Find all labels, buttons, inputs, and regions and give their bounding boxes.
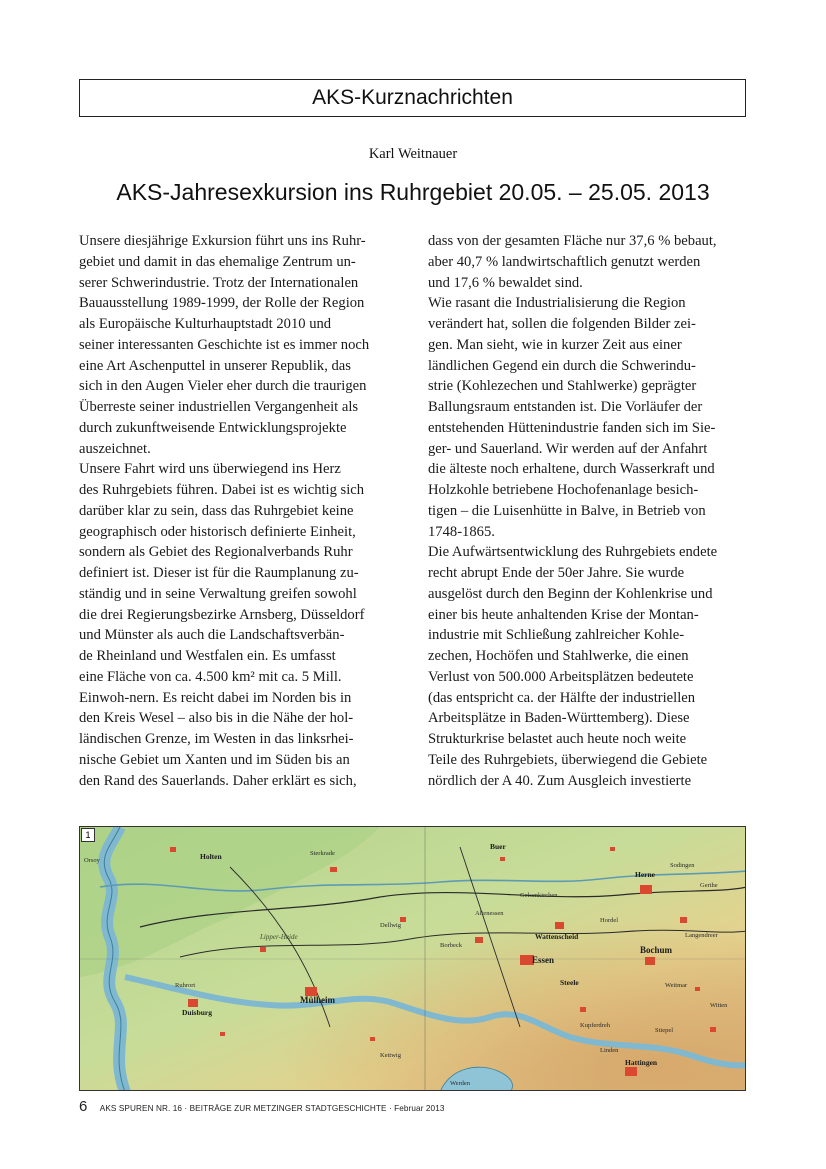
text-line: serer Schwerindustrie. Trotz der Internationalen <box>79 274 359 291</box>
place-bochum: Bochum <box>640 945 673 955</box>
text-line: sondern als Gebiet des Regionalverbands Ruhr <box>79 544 353 561</box>
text-line: zechen, Hochöfen und Stahlwerke, die einen <box>428 648 689 664</box>
place-steele: Steele <box>560 978 579 987</box>
historic-map-figure <box>79 826 746 1091</box>
place-duisburg: Duisburg <box>182 1008 213 1017</box>
text-line: ständig und in seine Verwaltung greifen sowohl <box>79 585 357 602</box>
place-stiepel: Stiepel <box>655 1027 674 1034</box>
text-line: die älteste noch erhaltene, durch Wasserkraft und <box>428 461 715 478</box>
text-line: Bauausstellung 1989-1999, der Rolle der Region <box>79 295 365 312</box>
article-column-right <box>428 231 750 791</box>
section-title: AKS-Kurznachrichten <box>312 86 513 109</box>
text-line: ländlichen Gegend ein durch die Schwerindu- <box>428 357 696 374</box>
text-line: einer bis heute anhaltenden Krise der Montan- <box>428 606 699 623</box>
article-title: AKS-Jahresexkursion ins Ruhrgebiet 20.05. – 25.05. 2013 <box>116 179 710 205</box>
text-line: dass von der gesamten Fläche nur 37,6 % bebaut, <box>428 233 717 249</box>
text-line: eine Fläche von ca. 4.500 km² mit ca. 5 Mill. <box>79 668 342 685</box>
map-illustration <box>80 827 746 1091</box>
text-line: Verlust von 500.000 Arbeitsplätzen bedeutete <box>428 668 694 685</box>
place-ruhrort: Ruhrort <box>175 982 196 989</box>
place-herne: Herne <box>635 870 655 879</box>
footer-text: AKS SPUREN NR. 16 · BEITRÄGE ZUR METZINGER STADTGESCHICHTE · Februar 2013 <box>99 1104 445 1113</box>
place-borbeck: Borbeck <box>440 942 463 949</box>
page-number: 6 <box>79 1098 88 1115</box>
text-line: 1748-1865. <box>428 523 495 540</box>
text-line: Arbeitsplätze in Baden-Württemberg). Diese <box>428 710 690 727</box>
text-line: definiert ist. Dieser ist für die Raumplanung zu- <box>79 565 359 581</box>
place-altenessen: Altenessen <box>475 910 504 917</box>
place-wattenscheid: Wattenscheid <box>535 932 579 941</box>
text-line: geographisch oder historisch definierte Einheit, <box>79 523 356 540</box>
text-line: auszeichnet. <box>79 440 151 457</box>
text-line: aber 40,7 % landwirtschaftlich genutzt werden <box>428 253 701 270</box>
text-line: Strukturkrise belastet auch heute noch weite <box>428 731 687 747</box>
text-line: recht abrupt Ende der 50er Jahre. Sie wurde <box>428 565 685 581</box>
text-line: des Ruhrgebiets führen. Dabei ist es wichtig sich <box>79 482 365 498</box>
place-essen: Essen <box>532 955 555 965</box>
place-muelheim: Mülheim <box>300 995 335 1005</box>
text-line: verändert hat, sollen die folgenden Bilder zei- <box>428 316 696 332</box>
text-line: Unsere Fahrt wird uns überwiegend ins Herz <box>79 461 341 478</box>
text-line: darüber klar zu sein, dass das Ruhrgebiet keine <box>79 502 354 519</box>
place-sterkrade: Sterkrade <box>310 850 335 857</box>
text-line: den Kreis Wesel – also bis in die Nähe der hol- <box>79 710 354 727</box>
text-line: industrie mit Schließung zahlreicher Kohle- <box>428 627 685 644</box>
place-weitmar: Weitmar <box>665 982 688 989</box>
text-line: nische Gebiet um Xanten und im Süden bis an <box>79 751 350 768</box>
text-line: die drei Regierungsbezirke Arnsberg, Düsseldorf <box>79 606 365 623</box>
text-line: Teile des Ruhrgebiets, überwiegend die Gebiete <box>428 751 708 768</box>
place-kupferdreh: Kupferdreh <box>580 1022 610 1029</box>
place-hordel: Hordel <box>600 917 619 924</box>
text-line: Unsere diesjährige Exkursion führt uns ins Ruhr- <box>79 233 366 249</box>
text-line: seiner interessanten Geschichte ist es immer noch <box>79 336 370 353</box>
place-buer: Buer <box>490 842 506 851</box>
text-line: Die Aufwärtsentwicklung des Ruhrgebiets endete <box>428 544 718 561</box>
text-line: den Rand des Sauerlands. Daher erklärt es sich, <box>79 772 357 789</box>
text-line: sich in den Augen Vieler eher durch die traurigen <box>79 378 367 395</box>
text-line: eine Art Aschenputtel in unserer Republik, das <box>79 357 351 374</box>
place-linden: Linden <box>600 1047 619 1054</box>
place-dellwig: Dellwig <box>380 922 401 929</box>
place-holten: Holten <box>200 852 222 861</box>
place-langendreer: Langendreer <box>685 932 718 939</box>
figure-number: 1 <box>81 828 95 842</box>
text-line: und Münster als auch die Landschaftsverbän- <box>79 627 345 644</box>
place-lipper-heide: Lipper-Heide <box>260 933 298 941</box>
place-witten: Witten <box>710 1002 728 1009</box>
text-line: de Rheinland und Westfalen ein. Es umfasst <box>79 648 336 664</box>
text-line: ländischen Grenze, im Westen in das linksrhei- <box>79 731 354 747</box>
place-werden: Werden <box>450 1080 471 1087</box>
place-gelsenkirchen: Gelsenkirchen <box>520 892 558 899</box>
article-column-left <box>79 231 401 791</box>
section-header <box>79 79 746 117</box>
text-line: entstehenden Hüttenindustrie fanden sich im Sie- <box>428 419 716 436</box>
text-line: Holzkohle betriebene Hochofenanlage besich- <box>428 482 699 498</box>
place-sodingen: Sodingen <box>670 862 695 869</box>
place-orsoy: Orsoy <box>84 857 100 864</box>
text-line: Überreste seiner industriellen Vergangenheit als <box>79 399 359 415</box>
place-hattingen: Hattingen <box>625 1058 658 1067</box>
text-line: durch zukunftweisende Entwicklungsprojekte <box>79 419 347 436</box>
article-author: Karl Weitnauer <box>368 146 458 162</box>
place-gerthe: Gerthe <box>700 882 718 889</box>
place-kettwig: Kettwig <box>380 1052 401 1059</box>
text-line: nördlich der A 40. Zum Ausgleich investierte <box>428 772 692 789</box>
page-footer <box>79 1098 445 1116</box>
text-line: Ballungsraum entstanden ist. Die Vorläufer der <box>428 399 703 415</box>
text-line: Einwoh-nern. Es reicht dabei im Norden bis in <box>79 689 352 706</box>
text-line: Wie rasant die Industrialisierung die Region <box>428 295 686 312</box>
text-line: und 17,6 % bewaldet sind. <box>428 274 583 291</box>
text-line: ger- und Sauerland. Wir werden auf der Anfahrt <box>428 440 708 457</box>
text-line: als Europäische Kulturhauptstadt 2010 und <box>79 316 332 332</box>
text-line: gen. Man sieht, wie in kurzer Zeit aus einer <box>428 336 682 353</box>
text-line: strie (Kohlezechen und Stahlwerke) geprägter <box>428 378 697 395</box>
text-line: tigen – die Luisenhütte in Balve, in Betrieb von <box>428 502 706 519</box>
text-line: ausgelöst durch den Beginn der Kohlenkrise und <box>428 585 713 602</box>
text-line: (das entspricht ca. der Hälfte der industriellen <box>428 689 696 706</box>
text-line: gebiet und damit in das ehemalige Zentrum un- <box>79 253 356 270</box>
